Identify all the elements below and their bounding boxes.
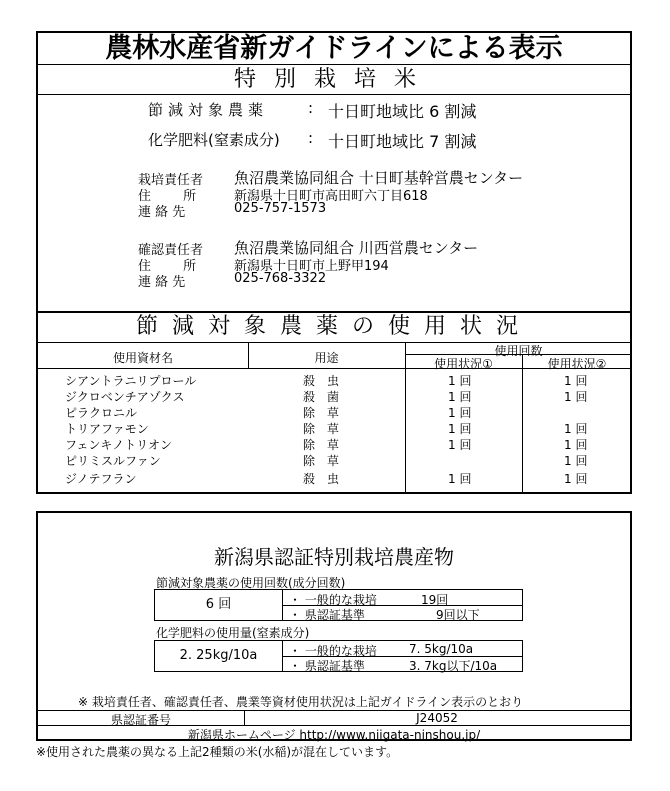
row-name: トリアファモン — [65, 422, 149, 436]
row-purpose: 除 草 — [303, 454, 340, 468]
pesticide-general-cell — [282, 589, 523, 606]
col-purpose: 用途 — [314, 351, 339, 365]
confirmation-manager-label: 確認責任者 — [138, 243, 204, 258]
divider — [38, 94, 630, 95]
colon: : — [308, 99, 314, 117]
col-status2: 使用状況② — [547, 357, 607, 371]
fertilizer-reduction-label: 化学肥料(窒素成分) — [148, 131, 280, 149]
table-divider — [522, 354, 523, 494]
divider — [38, 368, 630, 369]
cultivation-contact-label: 連 絡 先 — [138, 205, 186, 220]
row-purpose: 殺 虫 — [303, 374, 340, 388]
row-status2: 1 回 — [564, 374, 588, 388]
colon: : — [308, 129, 314, 147]
row-purpose: 除 草 — [303, 422, 340, 436]
confirmation-address: 新潟県十日町市上野甲194 — [234, 259, 389, 274]
row-status1: 1 回 — [448, 406, 472, 420]
row-status2: 1 回 — [564, 390, 588, 404]
pesticide-value-cell — [154, 589, 283, 621]
row-status1: 1 回 — [448, 438, 472, 452]
row-status1: 1 回 — [448, 390, 472, 404]
cultivation-address: 新潟県十日町市高田町六丁目618 — [234, 189, 428, 204]
row-status1: 1 回 — [448, 374, 472, 388]
col-material: 使用資材名 — [112, 351, 173, 365]
cultivation-manager: 魚沼農業協同組合 十日町基幹営農センター — [234, 169, 524, 187]
pesticide-standard-cell — [282, 605, 523, 621]
confirmation-contact: 025-768-3322 — [234, 271, 327, 286]
row-status1: 1 回 — [448, 422, 472, 436]
row-purpose: 殺 菌 — [303, 390, 340, 404]
row-purpose: 除 草 — [303, 406, 340, 420]
guideline-label-box — [36, 31, 632, 494]
guideline-title: 農林水産省新ガイドラインによる表示 — [105, 33, 563, 64]
row-name: シアントラニリプロール — [65, 374, 197, 388]
pesticide-reduction-value: 十日町地域比 6 割減 — [328, 102, 477, 121]
fertilizer-standard-value: 3. 7kg以下/10a — [409, 659, 498, 673]
divider — [38, 64, 630, 65]
pesticide-standard-label: ・ 県認証基準 — [289, 608, 365, 622]
fertilizer-value-cell — [154, 640, 283, 672]
fertilizer-standard-label: ・ 県認証基準 — [289, 659, 365, 673]
pesticide-general-value: 19回 — [421, 593, 449, 607]
row-status2: 1 回 — [564, 472, 588, 486]
cert-no-label: 県認証番号 — [110, 713, 171, 727]
footer-note: ※使用された農薬の異なる上記2種類の米(水稲)が混在しています。 — [36, 745, 399, 759]
certification-title: 新潟県認証特別栽培農産物 — [214, 545, 454, 569]
row-name: フェンキノトリオン — [65, 438, 173, 452]
fertilizer-caption: 化学肥料の使用量(窒素成分) — [156, 626, 310, 640]
confirmation-manager: 魚沼農業協同組合 川西営農センター — [234, 239, 479, 257]
fertilizer-reduction-value: 十日町地域比 7 割減 — [328, 132, 477, 151]
cultivation-manager-label: 栽培責任者 — [138, 173, 204, 188]
certification-box — [36, 511, 632, 741]
row-status2: 1 回 — [564, 454, 588, 468]
cultivation-address-label: 住 所 — [138, 189, 211, 204]
pesticide-value: 6 回 — [205, 597, 232, 612]
row-purpose: 除 草 — [303, 438, 340, 452]
pesticide-caption: 節減対象農薬の使用回数(成分回数) — [156, 576, 346, 590]
fertilizer-general-label: ・ 一般的な栽培 — [289, 644, 377, 658]
col-status1: 使用状況① — [434, 357, 493, 371]
pesticide-general-label: ・ 一般的な栽培 — [289, 593, 377, 607]
homepage-link[interactable]: 新潟県ホームページ http://www.niigata-ninshou.jp/ — [187, 728, 481, 742]
row-name: ピラクロニル — [65, 406, 138, 420]
pesticide-reduction-label: 節減対象農薬 — [148, 101, 269, 119]
fertilizer-general-value: 7. 5kg/10a — [409, 642, 474, 656]
row-name: ジノテフラン — [65, 472, 137, 486]
fertilizer-standard-cell — [282, 656, 523, 672]
cultivation-contact: 025-757-1573 — [234, 201, 327, 216]
confirmation-contact-label: 連 絡 先 — [138, 275, 186, 290]
usage-section-title: 節減対象農薬の使用状況 — [135, 314, 532, 339]
confirmation-address-label: 住 所 — [138, 259, 211, 274]
fertilizer-value: 2. 25kg/10a — [179, 648, 258, 663]
col-count: 使用回数 — [494, 344, 543, 358]
row-name: ジクロベンチアゾクス — [65, 390, 185, 404]
row-purpose: 殺 虫 — [303, 472, 340, 486]
cert-no-value: J24052 — [416, 711, 458, 725]
pesticide-standard-value: 9回以下 — [436, 608, 480, 622]
row-name: ピリミスルファン — [65, 454, 161, 468]
product-title: 特別栽培米 — [233, 67, 434, 92]
row-status2: 1 回 — [564, 438, 588, 452]
fertilizer-general-cell — [282, 640, 523, 657]
row-status2: 1 回 — [564, 422, 588, 436]
certification-note: ※ 栽培責任者、確認責任者、農業等資材使用状況は上記ガイドライン表示のとおり — [78, 695, 524, 709]
row-status1: 1 回 — [448, 472, 472, 486]
